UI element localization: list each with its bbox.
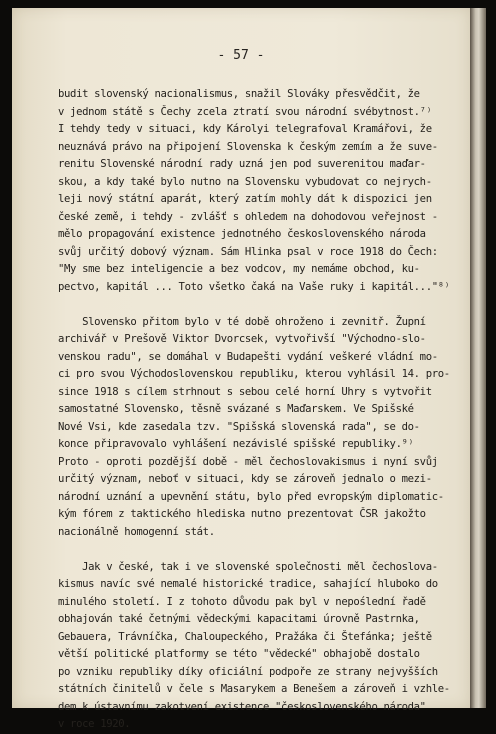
text-line: v jednom státě s Čechy zcela ztratí svou národní svébytnost.⁷⁾ bbox=[58, 105, 432, 118]
text-line: konce připravovalo vyhlášení nezávislé spišské republiky.⁹⁾ bbox=[58, 438, 414, 450]
text-line: národní uznání a upevnění státu, bylo před evropským diplomatic- bbox=[58, 490, 444, 503]
text-line: české země, i tehdy - zvlášť s ohledem na dohodovou veřejnost - bbox=[58, 210, 438, 223]
text-line: větší politické platformy se této "vědecké" obhajobě dostalo bbox=[58, 648, 420, 660]
paragraph-2 bbox=[58, 314, 458, 542]
text-line: samostatné Slovensko, těsně svázané s Maďarskem. Ve Spišské bbox=[58, 403, 414, 415]
text-line: kismus navíc své nemalé historické tradice, sahající hluboko do bbox=[58, 578, 438, 590]
text-line: since 1918 s cílem strhnout s sebou celé horní Uhry s vytvořit bbox=[58, 385, 432, 398]
paragraph-3 bbox=[58, 559, 458, 734]
text-line: budit slovenský nacionalismus, snažil Slováky přesvědčit, že bbox=[58, 88, 420, 100]
text-line: "My sme bez inteligencie a bez vodcov, my nemáme obchod, ku- bbox=[58, 263, 420, 275]
text-line: minulého století. I z tohoto důvodu pak byl v nepoślední řadě bbox=[58, 595, 426, 608]
paragraph-gap bbox=[58, 541, 458, 559]
text-line: svůj určitý dobový význam. Sám Hlinka psal v roce 1918 do Čech: bbox=[58, 245, 438, 258]
text-line: Slovensko přitom bylo v té době ohroženo i zevnitř. Župní bbox=[58, 315, 426, 328]
body-text bbox=[58, 86, 458, 734]
text-line: archivář v Prešově Viktor Dvorcsek, vytvořivší "Východno-slo- bbox=[58, 333, 426, 345]
text-line: v roce 1920. bbox=[58, 718, 131, 730]
text-line: určitý význam, neboť v situaci, kdy se zároveň jednalo o mezi- bbox=[58, 473, 432, 485]
text-line: ci pro svou Východoslovenskou republiku, kterou vyhlásil 14. pro- bbox=[58, 368, 450, 380]
text-line: dem k ústavnímu zakotvení existence "československého národa" bbox=[58, 700, 426, 713]
text-line: venskou radu", se domáhal v Budapešti vydání veškeré vládní mo- bbox=[58, 350, 438, 363]
text-line: I tehdy tedy v situaci, kdy Károlyi telegrafoval Kramářovi, že bbox=[58, 123, 432, 135]
text-line: Nové Vsi, kde zasedala tzv. "Spišská slovenská rada", se do- bbox=[58, 420, 420, 433]
text-line: Proto - oproti pozdější době - měl čechoslovakismus i nyní svůj bbox=[58, 455, 438, 468]
text-line: státních činitelů v čele s Masarykem a Benešem a zároveň i vzhle- bbox=[58, 683, 450, 695]
text-line: Jak v české, tak i ve slovenské společnosti měl čechoslova- bbox=[58, 560, 438, 573]
text-line: mělo propagování existence jednotného československého národa bbox=[58, 228, 426, 240]
text-line: po vzniku republiky díky oficiální podpoře ze strany nejvyšších bbox=[58, 665, 438, 678]
text-line: leji nový státní aparát, který zatím mohly dát k dispozici jen bbox=[58, 193, 432, 205]
document-page bbox=[12, 8, 470, 730]
text-line: kým fórem z taktického hlediska nutno prezentovat ČSR jakožto bbox=[58, 508, 426, 520]
page-number: - 57 - bbox=[217, 48, 265, 63]
book-binding-edge bbox=[470, 8, 486, 708]
text-line: obhajován také četnými vědeckými kapacitami úrovně Pastrnka, bbox=[58, 613, 420, 625]
text-line: renitu Slovenské národní rady uzná jen pod suverenitou maďar- bbox=[58, 158, 426, 170]
text-line: neuznává právo na připojení Slovenska k českým zemím a že suve- bbox=[58, 140, 438, 153]
text-line: pectvo, kapitál ... Toto všetko čaká na Vaše ruky i kapitál..."⁸⁾ bbox=[58, 280, 450, 293]
text-line: nacionálně homogenní stát. bbox=[58, 525, 215, 538]
text-line: skou, a kdy také bylo nutno na Slovensku vybudovat co nejrych- bbox=[58, 175, 432, 188]
text-line: Gebauera, Trávníčka, Chaloupeckého, Pražáka či Štefánka; ještě bbox=[58, 630, 432, 643]
paragraph-gap bbox=[58, 296, 458, 314]
paragraph-1 bbox=[58, 86, 458, 296]
